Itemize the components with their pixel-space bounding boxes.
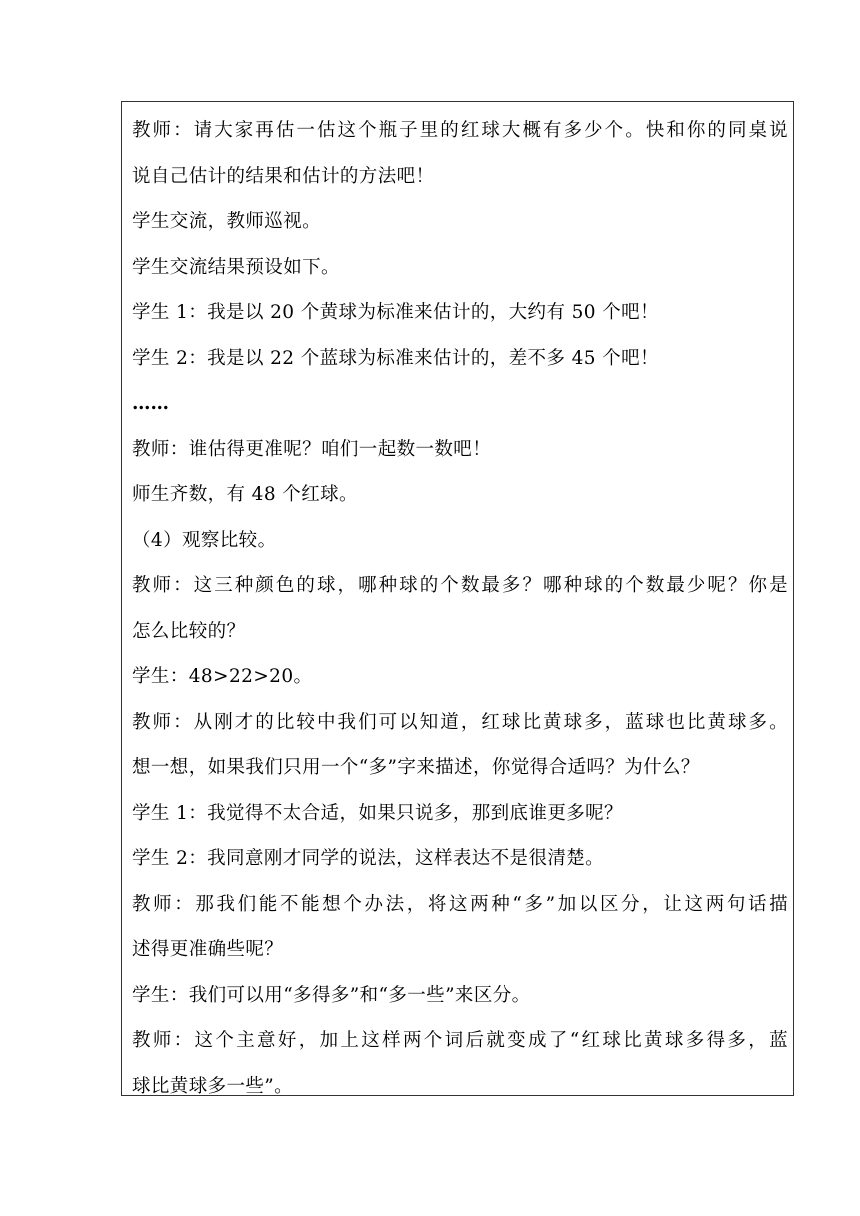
text-line-teacher-estimate-1: 教师：请大家再估一估这个瓶子里的红球大概有多少个。快和你的同桌说	[132, 120, 788, 141]
text-line-count-result: 师生齐数，有 48 个红球。	[132, 484, 358, 505]
text-line-teacher-conclusion-1: 教师：从刚才的比较中我们可以知道，红球比黄球多，蓝球也比黄球多。	[132, 711, 788, 733]
text-line-teacher-count: 教师：谁估得更准呢？咱们一起数一数吧！	[132, 438, 492, 460]
text-line-teacher-distinguish-2: 述得更准确些呢？	[132, 939, 284, 960]
text-line-student-inequality: 学生：48>22>20。	[132, 666, 313, 687]
text-line-student-2-opinion: 学生 2：我同意刚才同学的说法，这样表达不是很清楚。	[132, 848, 605, 869]
text-line-student-exchange: 学生交流，教师巡视。	[132, 211, 322, 232]
text-line-section-heading: （4）观察比较。	[132, 529, 277, 551]
text-line-student-1-estimate: 学生 1：我是以 20 个黄球为标准来估计的，大约有 50 个吧！	[132, 302, 659, 323]
text-line-student-1-opinion: 学生 1：我觉得不太合适，如果只说多，那到底谁更多呢？	[132, 802, 623, 824]
text-line-teacher-compare-2: 怎么比较的？	[132, 620, 246, 642]
text-line-teacher-summary-2: 球比黄球多一些”。	[132, 1075, 294, 1097]
text-line-exchange-results: 学生交流结果预设如下。	[132, 256, 340, 278]
lesson-transcript	[132, 114, 788, 1115]
text-line-teacher-summary-1: 教师：这个主意好，加上这样两个词后就变成了“红球比黄球多得多，蓝	[132, 1030, 788, 1051]
text-line-teacher-conclusion-2: 想一想，如果我们只用一个“多”字来描述，你觉得合适吗？为什么？	[132, 757, 700, 778]
text-line-teacher-estimate-2: 说自己估计的结果和估计的方法吧！	[132, 165, 435, 187]
text-line-student-2-estimate: 学生 2：我是以 22 个蓝球为标准来估计的，差不多 45 个吧！	[132, 347, 659, 369]
text-line-teacher-compare-1: 教师：这三种颜色的球，哪种球的个数最多？哪种球的个数最少呢？你是	[132, 575, 788, 596]
text-line-teacher-distinguish-1: 教师：那我们能不能想个办法，将这两种“多”加以区分，让这两句话描	[132, 893, 788, 915]
text-line-student-suggestion: 学生：我们可以用“多得多”和“多一些”来区分。	[132, 984, 531, 1006]
text-line-ellipsis: ……	[132, 393, 169, 414]
